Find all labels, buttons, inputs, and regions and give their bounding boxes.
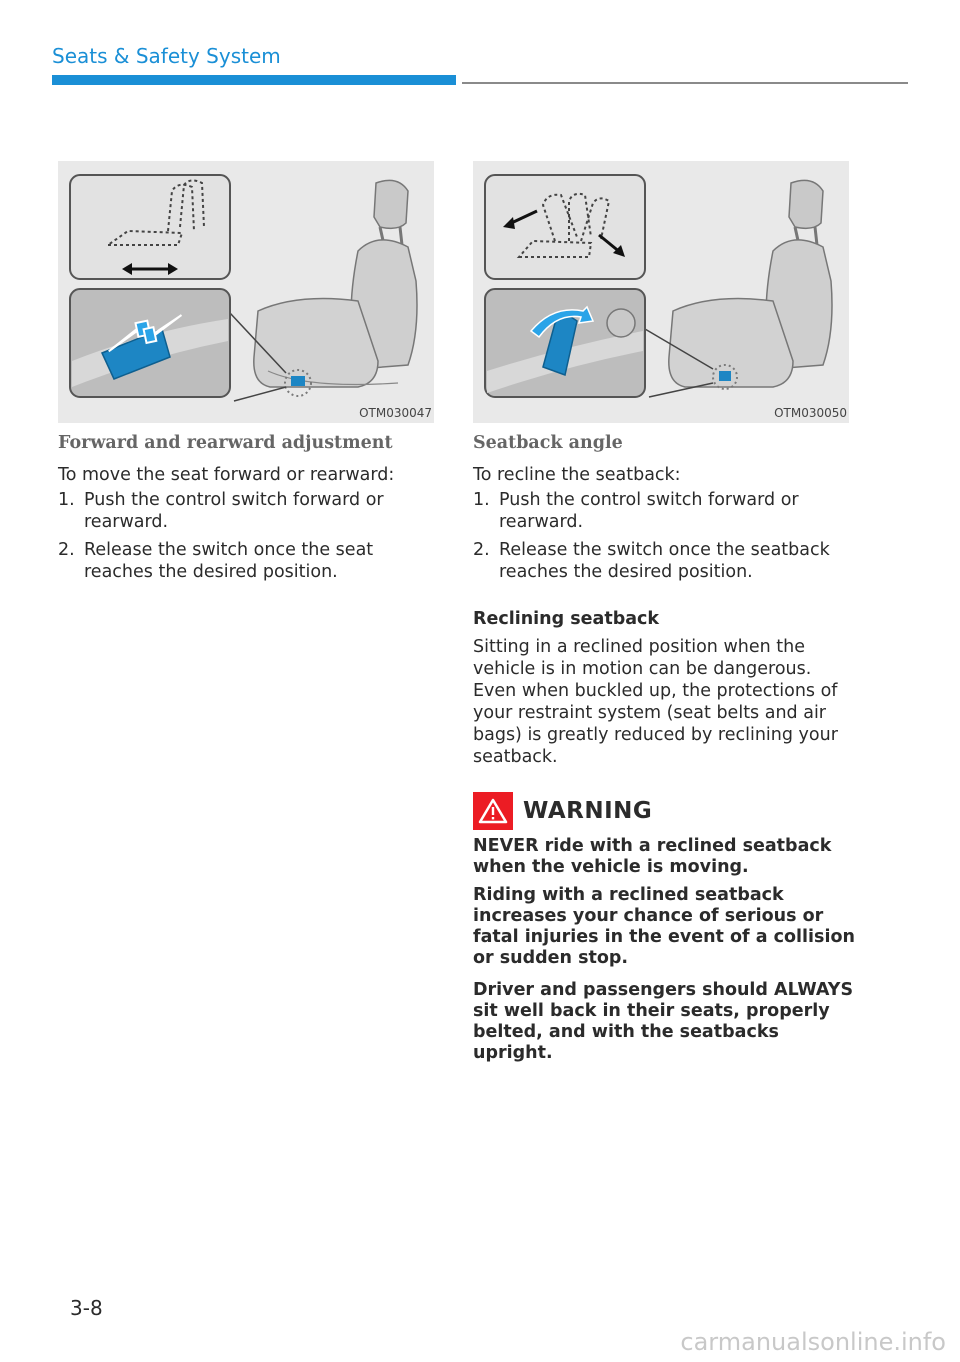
list-item (473, 489, 857, 533)
figure-seatback-angle (473, 161, 849, 423)
warning-paragraph: NEVER ride with a reclined seatback when the vehicle is moving. (473, 836, 832, 877)
step-text: Push the control switch forward or rearward. (499, 490, 799, 532)
page-number: 3-8 (70, 1296, 103, 1320)
right-intro: To recline the seatback: (473, 465, 681, 485)
step-number: 2. (58, 540, 75, 560)
step-number: 1. (473, 490, 490, 510)
header-accent-bar (52, 75, 456, 85)
step-text: Release the switch once the seatback reaches the desired position. (499, 540, 830, 582)
list-item (58, 489, 428, 533)
header-rule (462, 82, 908, 84)
section-title-seatback-angle: Seatback angle (473, 433, 623, 453)
right-steps (473, 489, 857, 589)
reclining-body: Sitting in a reclined position when the vehicle is in motion can be dangerous. Even when buckled up, the protections of your restraint system (seat belts and air bags) is greatly reduced by reclining your seatback. (473, 637, 838, 767)
left-steps (58, 489, 428, 589)
left-intro: To move the seat forward or rearward: (58, 465, 395, 485)
watermark: carmanualsonline.info (680, 1328, 946, 1356)
section-header-title: Seats & Safety System (52, 44, 281, 68)
warning-header (473, 792, 652, 830)
subheading-reclining-seatback: Reclining seatback (473, 609, 660, 629)
section-title-forward-rearward: Forward and rearward adjustment (58, 433, 393, 453)
warning-paragraph: Driver and passengers should ALWAYS sit well back in their seats, properly belted, and with the seatbacks upright. (473, 980, 854, 1063)
list-item (58, 539, 428, 583)
figure-forward-rearward (58, 161, 434, 423)
figure-code: OTM030047 (359, 406, 432, 420)
step-text: Push the control switch forward or rearward. (84, 490, 384, 532)
warning-paragraph: Riding with a reclined seatback increases your chance of serious or fatal injuries in the event of a collision or sudden stop. (473, 885, 855, 968)
step-number: 1. (58, 490, 75, 510)
figure-code: OTM030050 (774, 406, 847, 420)
step-number: 2. (473, 540, 490, 560)
warning-label: WARNING (523, 798, 653, 824)
warning-triangle-icon (473, 792, 513, 830)
list-item (473, 539, 857, 583)
step-text: Release the switch once the seat reaches the desired position. (84, 540, 374, 582)
